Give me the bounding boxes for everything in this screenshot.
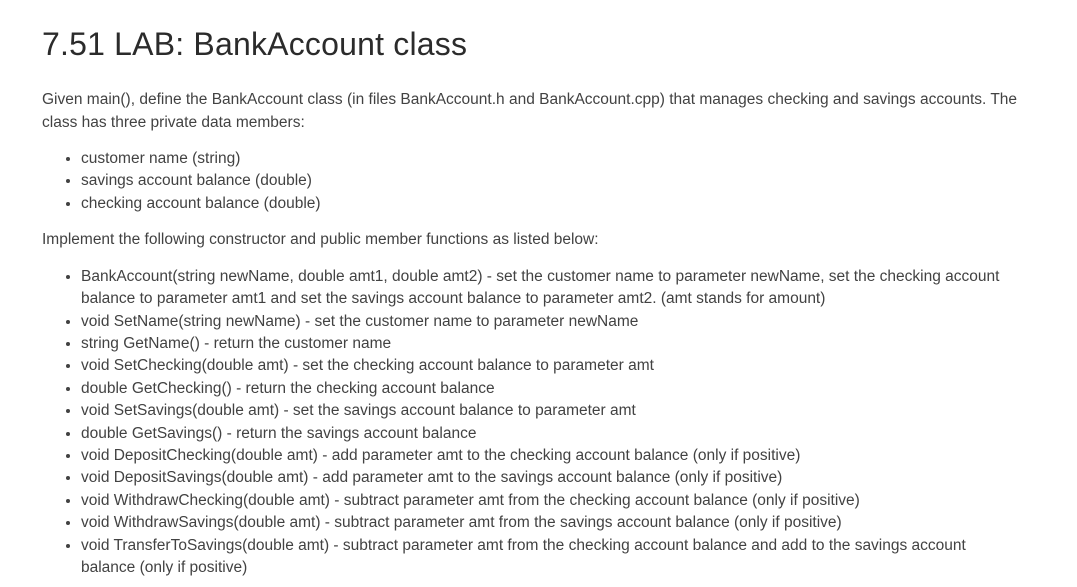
list-item: • savings account balance (double) bbox=[81, 170, 1077, 192]
list-item: • BankAccount(string newName, double amt1, double amt2) - set the customer name to parameter newName, set the checking account balance to parameter amt1 and set the savings account balance to parameter amt2. (amt stands for amount) bbox=[81, 266, 1016, 311]
page-title: 7.51 LAB: BankAccount class bbox=[42, 26, 468, 62]
functions-list bbox=[42, 266, 1016, 580]
list-item: • checking account balance (double) bbox=[81, 193, 1077, 215]
list-item: • string GetName() - return the customer name bbox=[81, 333, 1016, 355]
data-members-list bbox=[42, 148, 1077, 215]
list-item: • double GetChecking() - return the checking account balance bbox=[81, 378, 1016, 400]
intro-paragraph: Given main(), define the BankAccount class (in files BankAccount.h and BankAccount.cpp) that manages checking and savings accounts. The class has three private data members: bbox=[42, 91, 1018, 131]
list-item: • void SetName(string newName) - set the customer name to parameter newName bbox=[81, 311, 1016, 333]
list-item: • void DepositSavings(double amt) - add parameter amt to the savings account balance (only if positive) bbox=[81, 467, 1016, 489]
list-item: • void TransferToSavings(double amt) - subtract parameter amt from the checking account balance and add to the savings account balance (only if positive) bbox=[81, 535, 1016, 580]
list-item: • void DepositChecking(double amt) - add parameter amt to the checking account balance (only if positive) bbox=[81, 445, 1016, 467]
implement-paragraph: Implement the following constructor and public member functions as listed below: bbox=[42, 231, 599, 249]
list-item: • double GetSavings() - return the savings account balance bbox=[81, 423, 1016, 445]
list-item: • void SetChecking(double amt) - set the checking account balance to parameter amt bbox=[81, 355, 1016, 377]
list-item: • void WithdrawSavings(double amt) - subtract parameter amt from the savings account balance (only if positive) bbox=[81, 512, 1016, 534]
list-item: • customer name (string) bbox=[81, 148, 1077, 170]
list-item: • void SetSavings(double amt) - set the savings account balance to parameter amt bbox=[81, 400, 1016, 422]
list-item: • void WithdrawChecking(double amt) - subtract parameter amt from the checking account balance (only if positive) bbox=[81, 490, 1016, 512]
